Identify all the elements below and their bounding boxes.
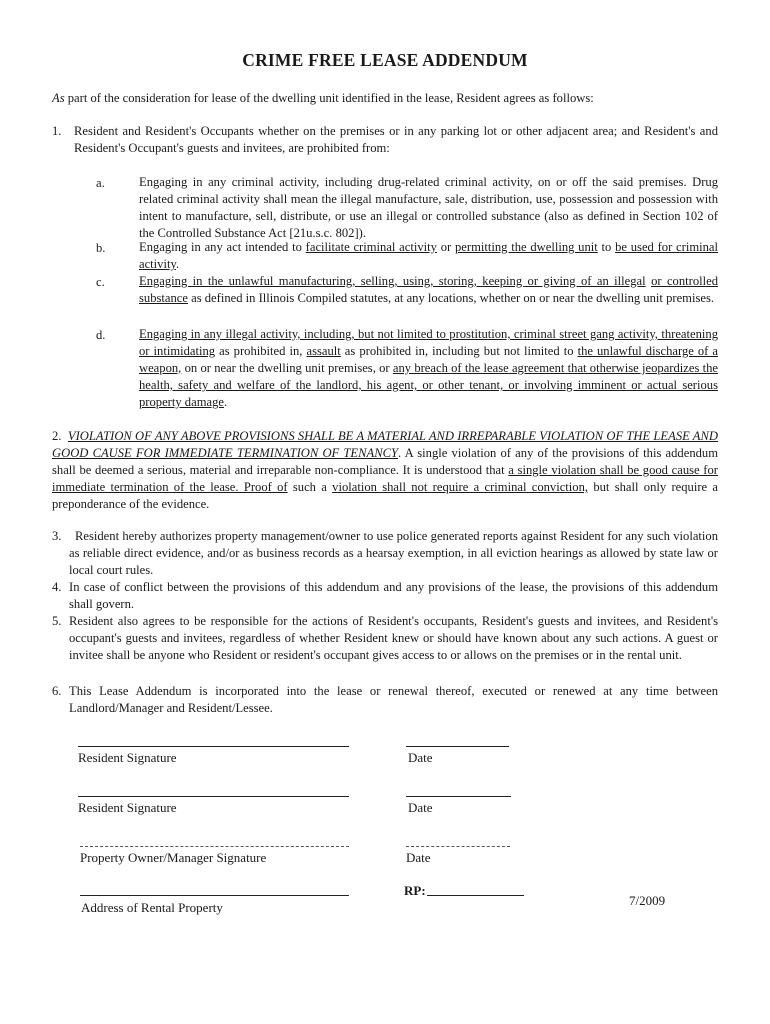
owner-signature-label: Property Owner/Manager Signature (80, 850, 267, 865)
item-1a-text: Engaging in any criminal activity, including drug-related criminal activity, on or off the said premises. Drug related criminal activity shall mean the illegal manufacture, sale, distribution, use, possession and possession with intent to manufacture, sell, distribute, or use an illegal or controlled substance (also as defined in Section 102 of the Controlled Substance Act [21u.s.c. 802]). (139, 175, 718, 240)
date-3-label: Date (406, 850, 431, 865)
item-2-number: 2. (52, 429, 62, 443)
item-1b-part: Engaging in any act intended to (139, 240, 306, 254)
item-1c-underlined: or controlled substance (139, 274, 719, 305)
intro-paragraph (52, 90, 732, 107)
item-2-text (52, 428, 718, 513)
resident-signature-2-label: Resident Signature (78, 800, 177, 815)
resident-signature-2-line[interactable] (78, 796, 349, 797)
resident-signature-1-label: Resident Signature (78, 750, 177, 765)
date-3-line[interactable] (406, 846, 510, 847)
item-6-text: This Lease Addendum is incorporated into the lease or renewal thereof, executed or renewed at any time between Landlord/Manager and Resident/Lessee. (69, 684, 718, 715)
item-4-text: In case of conflict between the provisions of this addendum and any provisions of the lease, the provisions of this addendum shall govern. (69, 580, 718, 611)
item-1d-underlined: any breach of the lease agreement that otherwise jeopardizes the health, safety and welfare of the landlord, his agent, or other tenant, or involving imminent or actual serious property damage (139, 361, 719, 409)
item-4-number: 4. (52, 580, 62, 594)
rp-label: RP: (404, 883, 426, 898)
item-1b-underlined: permitting the dwelling unit (454, 240, 598, 254)
item-1b-text (139, 239, 718, 273)
item-6-number: 6. (52, 684, 62, 698)
item-3-text: Resident hereby authorizes property management/owner to use police generated reports against Resident for any such violation as reliable direct evidence, and/or as business records as a hearsay exemption, in all eviction hearings as allowed by state law or local court rules. (69, 529, 718, 577)
item-1b-underlined: be used for criminal activity (139, 240, 719, 271)
item-1d-letter: d. (96, 328, 106, 342)
item-3-number: 3. (52, 529, 62, 543)
item-1c-part: as defined in Illinois Compiled statutes, at any locations, whether on or near the dwelling unit premises. (187, 291, 714, 305)
item-1d-text (139, 326, 718, 411)
date-2-line[interactable] (406, 796, 511, 797)
rental-address-label: Address of Rental Property (81, 900, 223, 915)
item-1c-text (139, 273, 718, 307)
owner-signature-line[interactable] (80, 846, 349, 847)
item-5-number: 5. (52, 614, 62, 628)
item-1d-part: as prohibited in, (215, 344, 307, 358)
rp-field-line[interactable] (427, 895, 524, 896)
item-2-part: but shall only require a preponderance of the evidence. (52, 480, 718, 511)
item-2-part: such a (287, 480, 333, 494)
item-2-violation-heading: VIOLATION OF ANY ABOVE PROVISIONS SHALL BE A MATERIAL AND IRREPARABLE VIOLATION OF THE LEASE AND GOOD CAUSE FOR IMMEDIATE TERMINATION OF TENANCY (52, 429, 718, 460)
item-1b-part: to (597, 240, 616, 254)
form-revision-date: 7/2009 (629, 893, 666, 908)
item-2-underlined: a single violation shall be good cause for immediate termination of the lease. Proof of (52, 463, 718, 494)
item-5-text: Resident also agrees to be responsible for the actions of Resident's occupants, Resident's guests and invitees, and Resident's occupant's guests and invitees, regardless of whether Resident knew or should have known about any such actions. A guest or invitee shall be anyone who Resident or resident's occupant gives access to or allows on the premises or in the rental unit. (69, 614, 718, 662)
item-1c-letter: c. (96, 275, 105, 289)
item-1a-letter: a. (96, 176, 105, 190)
date-2-label: Date (408, 800, 433, 815)
item-1b-part: . (175, 257, 180, 271)
item-1d-underlined: assault (306, 344, 341, 358)
item-2-underlined: violation shall not require a criminal conviction, (332, 480, 589, 494)
item-2-part: . A single violation of any of the provisions of this addendum shall be deemed a serious, material and irreparable non-compliance. It is understood that (52, 446, 719, 477)
item-1d-part: . (223, 395, 228, 409)
item-1b-letter: b. (96, 241, 106, 255)
date-1-label: Date (408, 750, 433, 765)
date-1-line[interactable] (406, 746, 509, 747)
intro-as: As (52, 91, 65, 105)
item-1d-part: on or near the dwelling unit premises, or (181, 361, 393, 375)
resident-signature-1-line[interactable] (78, 746, 349, 747)
item-1c-underlined: Engaging in the unlawful manufacturing, selling, using, storing, keeping or giving of an illegal (139, 274, 646, 288)
item-1b-part: or (436, 240, 455, 254)
item-1-number: 1. (52, 124, 62, 138)
item-1b-underlined: facilitate criminal activity (305, 240, 437, 254)
intro-text: part of the consideration for lease of the dwelling unit identified in the lease, Resident agrees as follows: (67, 91, 594, 105)
item-1d-underlined: the unlawful discharge of a weapon, (139, 344, 719, 375)
item-1d-underlined: Engaging in any illegal activity, including, but not limited to prostitution, criminal street gang activity, threatening or intimidating (139, 327, 718, 358)
item-1-text: Resident and Resident's Occupants whether on the premises or in any parking lot or other adjacent area; and Resident's and Resident's Occupant's guests and invitees, are prohibited from: (74, 124, 718, 155)
item-1d-part: as prohibited in, including but not limited to (340, 344, 578, 358)
document-title: CRIME FREE LEASE ADDENDUM (242, 50, 528, 70)
rental-address-line[interactable] (80, 895, 349, 896)
